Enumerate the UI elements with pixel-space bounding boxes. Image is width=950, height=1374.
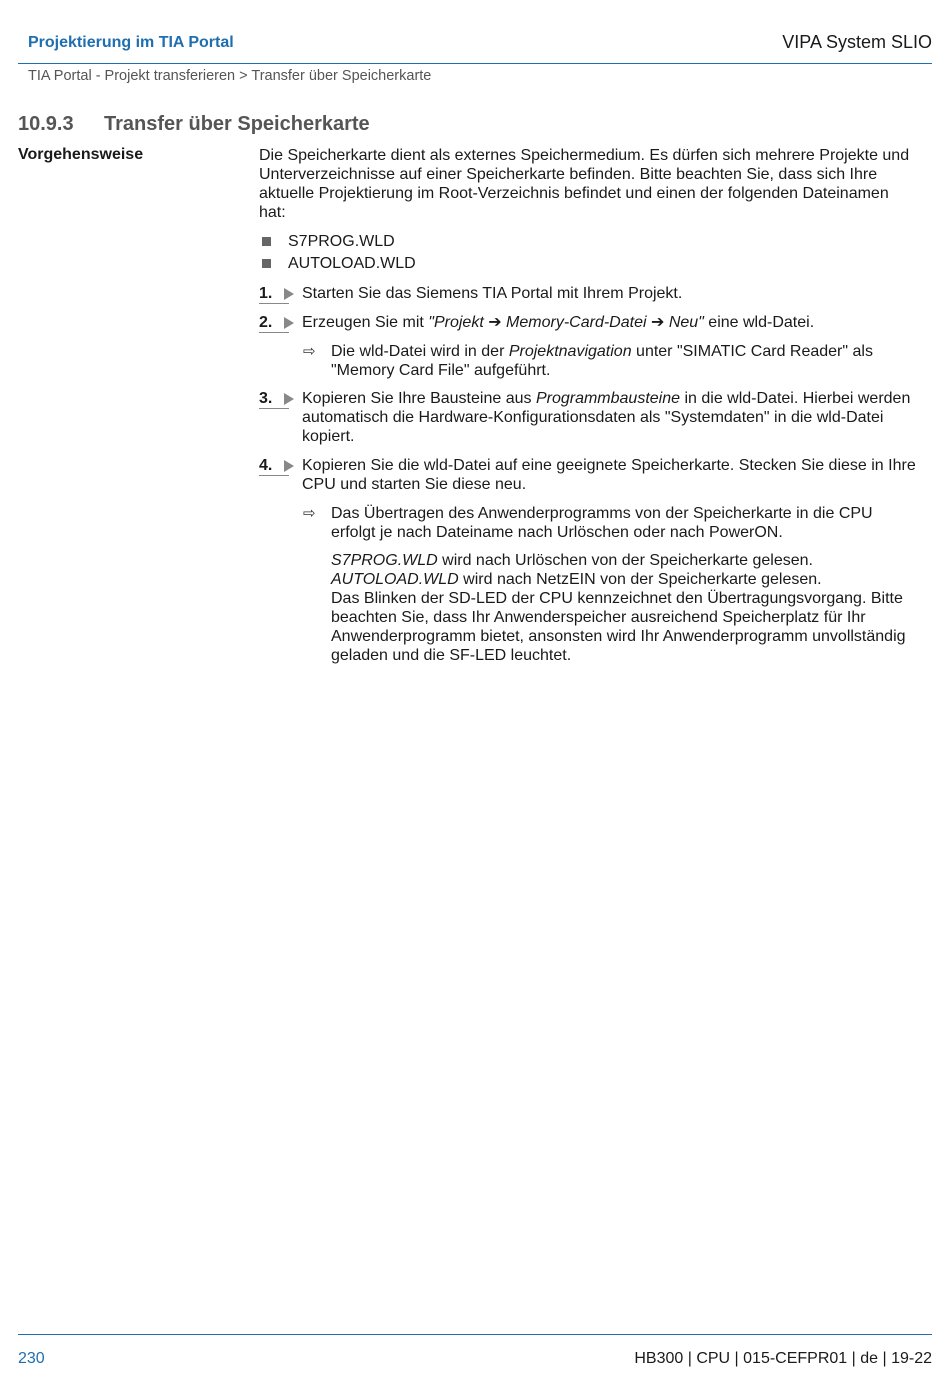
step-arrow-icon [284,317,294,329]
breadcrumb: TIA Portal - Projekt transferieren > Transfer über Speicherkarte [28,68,432,84]
square-bullet-icon [262,259,271,268]
step-1 [259,284,919,303]
intro-paragraph: Die Speicherkarte dient als externes Speichermedium. Es dürfen sich mehrere Projekte und Unterverzeichnisse auf einer Speicherkarte befinden. Bitte beachten Sie, dass sich Ihre aktuelle Projektierung im Root-Verzeichnis befindet und einen der folgenden Dateinamen hat: [259,147,910,221]
step-underline [259,332,289,333]
step-text: Erzeugen Sie mit [302,314,429,331]
result-arrow-icon: ⇨ [303,505,316,522]
step-underline [259,303,289,304]
step-2-result: ⇨ Die wld-Datei wird in der Projektnavigation unter "SIMATIC Card Reader" als "Memory Card File" aufgeführt. [303,343,873,379]
page-number: 230 [18,1350,45,1367]
content-body [259,146,919,665]
note-autoload: AUTOLOAD.WLD wird nach NetzEIN von der Speicherkarte gelesen. [331,571,822,588]
step-arrow-icon [284,288,294,300]
step-text: Kopieren Sie die wld-Datei auf eine geeignete Speicherkarte. Stecken Sie diese in Ihre CPU und starten Sie diese neu. [302,457,916,493]
document-reference: HB300 | CPU | 015-CEFPR01 | de | 19-22 [634,1350,932,1367]
step-underline [259,475,289,476]
menu-path: "Projekt ➔ Memory-Card-Datei ➔ Neu" [428,314,704,331]
side-label: Vorgehensweise [18,146,144,163]
step-number: 2. [259,314,273,331]
footer-divider [18,1334,932,1335]
note-s7prog: S7PROG.WLD wird nach Urlöschen von der Speicherkarte gelesen. [331,552,813,569]
filename-list [259,231,919,275]
section-title: Transfer über Speicherkarte [104,113,370,135]
list-item: AUTOLOAD.WLD [259,253,919,275]
square-bullet-icon [262,237,271,246]
step-arrow-icon [284,460,294,472]
product-name: VIPA System SLIO [782,32,932,52]
step-text: Starten Sie das Siemens TIA Portal mit Ihrem Projekt. [302,285,683,302]
note-led: Das Blinken der SD-LED der CPU kennzeichnet den Übertragungsvorgang. Bitte beachten Sie, dass Ihr Anwenderspeicher ausreichend Speicherplatz für Ihr Anwenderprogramm bietet, ansonsten wird Ihr Anwenderprogramm unvollständig geladen und die SF-LED leuchtet. [331,590,906,664]
step-arrow-icon [284,393,294,405]
step-text: Kopieren Sie Ihre Bausteine aus [302,390,536,407]
step-number: 4. [259,457,273,474]
step-2: 2. Erzeugen Sie mit "Projekt ➔ Memory-Card-Datei ➔ Neu" eine wld-Datei. [259,314,815,331]
step-number: 3. [259,390,273,407]
header-divider [18,63,932,64]
list-item: S7PROG.WLD [259,231,919,253]
step-underline [259,408,289,409]
step-number: 1. [259,285,273,302]
step-4 [259,456,919,494]
section-number: 10.9.3 [18,113,74,135]
section-heading [18,113,370,136]
result-arrow-icon: ⇨ [303,343,316,360]
chapter-title: Projektierung im TIA Portal [28,34,234,51]
step-3: 3. Kopieren Sie Ihre Bausteine aus Programmbausteine in die wld-Datei. Hierbei werden automatisch die Hardware-Konfigurationsdaten als "Systemdaten" in die wld-Datei kopiert. [259,390,911,445]
step-4-result: ⇨ Das Übertragen des Anwenderprogramms von der Speicherkarte in die CPU erfolgt je nach Dateiname nach Urlöschen oder nach PowerON. [303,505,873,541]
